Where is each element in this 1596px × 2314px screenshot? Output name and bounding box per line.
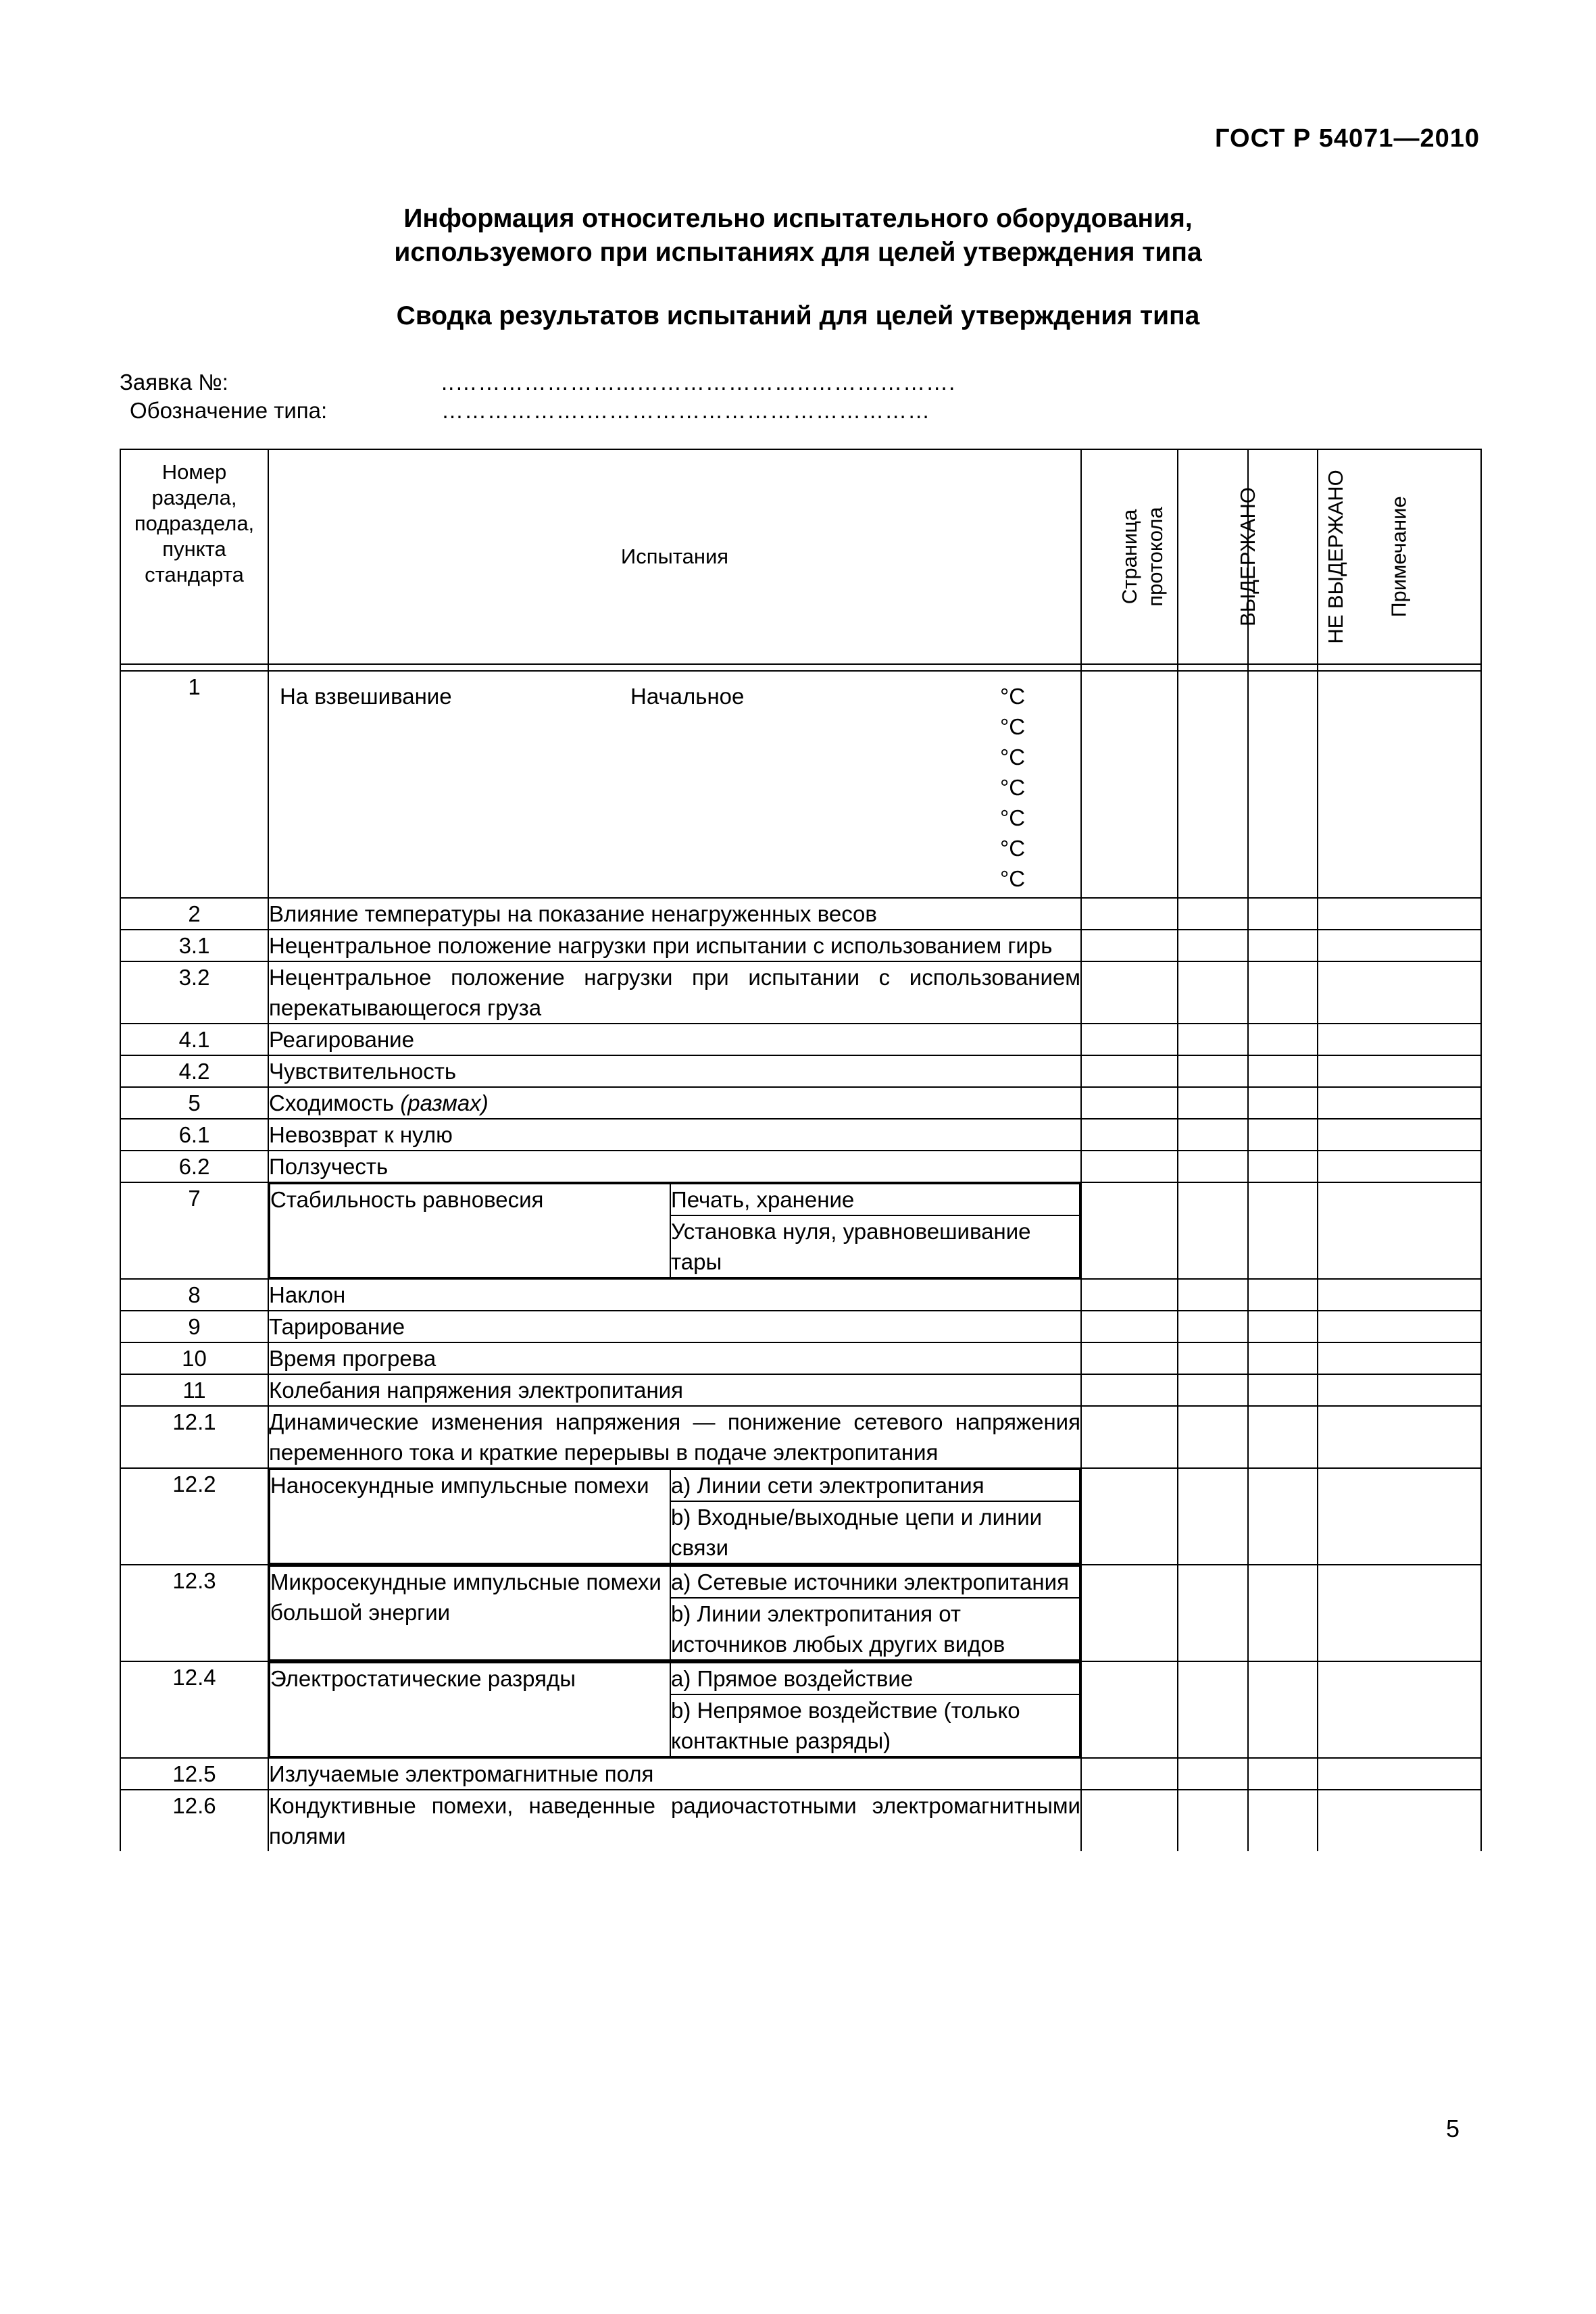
cell-passed[interactable] (1178, 1279, 1248, 1311)
row-test (268, 1182, 1081, 1279)
header-tests: Испытания (268, 449, 1081, 664)
type-label: Обозначение типа: (130, 398, 328, 423)
row-test-text: Электростатические разряды (270, 1663, 670, 1757)
row-test: Время прогрева (268, 1342, 1081, 1374)
cell-page[interactable] (1081, 1119, 1178, 1151)
cell-page[interactable] (1081, 1565, 1178, 1661)
row-test: Кондуктивные помехи, наведенные радиочастотными электромагнитными полями (268, 1790, 1081, 1851)
title-line-1: Информация относительно испытательного оборудования, (403, 204, 1193, 233)
cell-page[interactable] (1081, 1024, 1178, 1055)
row-test (268, 1661, 1081, 1758)
table-row (120, 1758, 1481, 1790)
row-test: Ползучесть (268, 1151, 1081, 1182)
cell-failed[interactable] (1248, 1342, 1318, 1374)
cell-note[interactable] (1318, 1468, 1481, 1565)
cell-note[interactable] (1318, 1055, 1481, 1087)
row-test-text: Стабильность равновесия (270, 1184, 670, 1278)
unit-celsius: °C (1000, 775, 1026, 800)
cell-note[interactable] (1318, 1024, 1481, 1055)
cell-failed[interactable] (1248, 1374, 1318, 1406)
header-number: Номер раздела, подраздела, пункта стандарта (120, 449, 268, 664)
subtitle: Сводка результатов испытаний для целей утверждения типа (396, 301, 1200, 330)
row-number: 9 (120, 1311, 268, 1342)
cell-passed[interactable] (1178, 1374, 1248, 1406)
sub-item: Печать, хранение (670, 1184, 1080, 1215)
table-row (120, 1182, 1481, 1279)
row-number: 4.1 (120, 1024, 268, 1055)
header-row (120, 449, 1481, 664)
cell-passed[interactable] (1178, 1311, 1248, 1342)
page-number: 5 (1446, 2115, 1460, 2142)
unit-celsius: °C (1000, 805, 1026, 830)
row-initial-label: Начальное (630, 684, 745, 709)
cell-passed[interactable] (1178, 961, 1248, 1024)
cell-failed[interactable] (1248, 1279, 1318, 1311)
table-row (120, 898, 1481, 930)
table-row (120, 1374, 1481, 1406)
cell-failed[interactable] (1248, 930, 1318, 961)
cell-failed[interactable] (1248, 671, 1318, 898)
table-row (120, 930, 1481, 961)
cell-page[interactable] (1081, 1279, 1178, 1311)
cell-note[interactable] (1318, 1151, 1481, 1182)
cell-note[interactable] (1318, 1311, 1481, 1342)
table-row (120, 671, 1481, 898)
table-row (120, 1311, 1481, 1342)
sub-item: a) Прямое воздействие (670, 1663, 1080, 1694)
cell-page[interactable] (1081, 1406, 1178, 1468)
row-subtable (269, 1183, 1080, 1278)
table-row (120, 1087, 1481, 1119)
cell-passed[interactable] (1178, 1565, 1248, 1661)
row-test: Нецентральное положение нагрузки при испытании с использованием гирь (268, 930, 1081, 961)
cell-failed[interactable] (1248, 1055, 1318, 1087)
cell-page[interactable] (1081, 1342, 1178, 1374)
sub-item: b) Линии электропитания от источников любых других видов (670, 1598, 1080, 1660)
row-test: Тарирование (268, 1311, 1081, 1342)
cell-note[interactable] (1318, 1758, 1481, 1790)
cell-page[interactable] (1081, 671, 1178, 898)
cell-page[interactable] (1081, 1374, 1178, 1406)
type-field[interactable]: ……………….……………………………………… (441, 398, 931, 423)
header-note: Примечание (1318, 449, 1481, 664)
row-test (268, 1468, 1081, 1565)
row-number: 6.2 (120, 1151, 268, 1182)
cell-failed[interactable] (1248, 1182, 1318, 1279)
cell-failed[interactable] (1248, 1790, 1318, 1851)
cell-note[interactable] (1318, 898, 1481, 930)
cell-failed[interactable] (1248, 1661, 1318, 1758)
row-test-text: На взвешивание (280, 684, 452, 709)
cell-failed[interactable] (1248, 1311, 1318, 1342)
row-number: 12.3 (120, 1565, 268, 1661)
cell-passed[interactable] (1178, 1342, 1248, 1374)
table-row (120, 1024, 1481, 1055)
row-number: 2 (120, 898, 268, 930)
row-number: 11 (120, 1374, 268, 1406)
row-test: Колебания напряжения электропитания (268, 1374, 1081, 1406)
application-field[interactable]: ..…………………...…………………..………………. (441, 370, 956, 395)
cell-passed[interactable] (1178, 1758, 1248, 1790)
unit-celsius: °C (1000, 684, 1026, 709)
cell-note[interactable] (1318, 1182, 1481, 1279)
cell-note[interactable] (1318, 1279, 1481, 1311)
cell-passed[interactable] (1178, 1055, 1248, 1087)
cell-failed[interactable] (1248, 1119, 1318, 1151)
row-number: 1 (120, 671, 268, 898)
row-test: Реагирование (268, 1024, 1081, 1055)
row-number: 5 (120, 1087, 268, 1119)
row-number: 3.1 (120, 930, 268, 961)
row-number: 4.2 (120, 1055, 268, 1087)
row-test-text: Сходимость (269, 1090, 395, 1115)
results-table (120, 449, 1482, 1851)
unit-celsius: °C (1000, 836, 1026, 861)
header-passed: ВЫДЕРЖАНО (1178, 449, 1248, 664)
cell-failed[interactable] (1248, 1758, 1318, 1790)
table-row (120, 1406, 1481, 1468)
row-test: Наклон (268, 1279, 1081, 1311)
row-test-text: Микросекундные импульсные помехи большой энергии (270, 1566, 670, 1660)
row-number: 12.1 (120, 1406, 268, 1468)
cell-passed[interactable] (1178, 1790, 1248, 1851)
cell-note[interactable] (1318, 1119, 1481, 1151)
cell-passed[interactable] (1178, 930, 1248, 961)
table-row (120, 1119, 1481, 1151)
table-row (120, 1661, 1481, 1758)
cell-note[interactable] (1318, 1087, 1481, 1119)
cell-page[interactable] (1081, 930, 1178, 961)
row-test: Динамические изменения напряжения — понижение сетевого напряжения переменного тока и краткие перерывы в подаче электропитания (268, 1406, 1081, 1468)
cell-passed[interactable] (1178, 1182, 1248, 1279)
sub-item: a) Линии сети электропитания (670, 1469, 1080, 1501)
cell-failed[interactable] (1248, 1087, 1318, 1119)
row-number: 7 (120, 1182, 268, 1279)
temperature-units (1000, 681, 1025, 894)
cell-note[interactable] (1318, 930, 1481, 961)
cell-note[interactable] (1318, 1406, 1481, 1468)
table-row (120, 961, 1481, 1024)
sub-item: Установка нуля, уравновешивание тары (670, 1215, 1080, 1278)
standard-id: ГОСТ Р 54071—2010 (1215, 124, 1480, 153)
cell-note[interactable] (1318, 1565, 1481, 1661)
row-number: 12.5 (120, 1758, 268, 1790)
header-separator (120, 664, 1481, 671)
header-failed: НЕ ВЫДЕРЖАНО (1248, 449, 1318, 664)
row-number: 12.2 (120, 1468, 268, 1565)
sub-item: b) Непрямое воздействие (только контактные разряды) (670, 1694, 1080, 1757)
table-row (120, 1468, 1481, 1565)
row-number: 12.6 (120, 1790, 268, 1851)
cell-note[interactable] (1318, 1790, 1481, 1851)
cell-note[interactable] (1318, 671, 1481, 898)
row-test: Невозврат к нулю (268, 1119, 1081, 1151)
table-row (120, 1342, 1481, 1374)
application-label: Заявка №: (120, 370, 228, 395)
cell-passed[interactable] (1178, 671, 1248, 898)
row-subtable (269, 1662, 1080, 1757)
cell-page[interactable] (1081, 1087, 1178, 1119)
title-line-2: используемого при испытаниях для целей утверждения типа (394, 238, 1202, 267)
row-subtable (269, 1469, 1080, 1564)
cell-page[interactable] (1081, 1311, 1178, 1342)
row-test: Влияние температуры на показание ненагруженных весов (268, 898, 1081, 930)
cell-failed[interactable] (1248, 1468, 1318, 1565)
row-subtable (269, 1565, 1080, 1661)
table-row (120, 1055, 1481, 1087)
cell-passed[interactable] (1178, 1024, 1248, 1055)
cell-passed[interactable] (1178, 898, 1248, 930)
row-test (268, 1087, 1081, 1119)
cell-page[interactable] (1081, 898, 1178, 930)
cell-note[interactable] (1318, 1661, 1481, 1758)
table-row (120, 1279, 1481, 1311)
cell-failed[interactable] (1248, 1151, 1318, 1182)
cell-passed[interactable] (1178, 1468, 1248, 1565)
cell-failed[interactable] (1248, 961, 1318, 1024)
row-test (268, 671, 1081, 898)
unit-celsius: °C (1000, 745, 1026, 770)
cell-page[interactable] (1081, 1151, 1178, 1182)
cell-passed[interactable] (1178, 1087, 1248, 1119)
cell-passed[interactable] (1178, 1661, 1248, 1758)
table-row (120, 1151, 1481, 1182)
sub-item: b) Входные/выходные цепи и линии связи (670, 1501, 1080, 1563)
cell-note[interactable] (1318, 961, 1481, 1024)
cell-page[interactable] (1081, 1468, 1178, 1565)
cell-failed[interactable] (1248, 1406, 1318, 1468)
cell-note[interactable] (1318, 1342, 1481, 1374)
cell-page[interactable] (1081, 1182, 1178, 1279)
header-page: Страница протокола (1081, 449, 1178, 664)
row-test-text: Наносекундные импульсные помехи (270, 1469, 670, 1563)
row-number: 6.1 (120, 1119, 268, 1151)
cell-note[interactable] (1318, 1374, 1481, 1406)
table-row (120, 1565, 1481, 1661)
row-test: Чувствительность (268, 1055, 1081, 1087)
row-number: 8 (120, 1279, 268, 1311)
cell-page[interactable] (1081, 1055, 1178, 1087)
cell-page[interactable] (1081, 1758, 1178, 1790)
cell-page[interactable] (1081, 961, 1178, 1024)
row-test: Нецентральное положение нагрузки при испытании с использованием перекатывающегося груза (268, 961, 1081, 1024)
cell-passed[interactable] (1178, 1119, 1248, 1151)
row-number: 12.4 (120, 1661, 268, 1758)
cell-page[interactable] (1081, 1790, 1178, 1851)
table-row (120, 1790, 1481, 1851)
cell-failed[interactable] (1248, 1024, 1318, 1055)
cell-passed[interactable] (1178, 1406, 1248, 1468)
cell-failed[interactable] (1248, 1565, 1318, 1661)
cell-page[interactable] (1081, 1661, 1178, 1758)
sub-item: a) Сетевые источники электропитания (670, 1566, 1080, 1598)
row-test-italic: (размах) (400, 1090, 489, 1115)
row-test (268, 1565, 1081, 1661)
row-test: Излучаемые электромагнитные поля (268, 1758, 1081, 1790)
row-number: 3.2 (120, 961, 268, 1024)
row-number: 10 (120, 1342, 268, 1374)
cell-passed[interactable] (1178, 1151, 1248, 1182)
unit-celsius: °C (1000, 714, 1026, 739)
cell-failed[interactable] (1248, 898, 1318, 930)
unit-celsius: °C (1000, 866, 1026, 891)
